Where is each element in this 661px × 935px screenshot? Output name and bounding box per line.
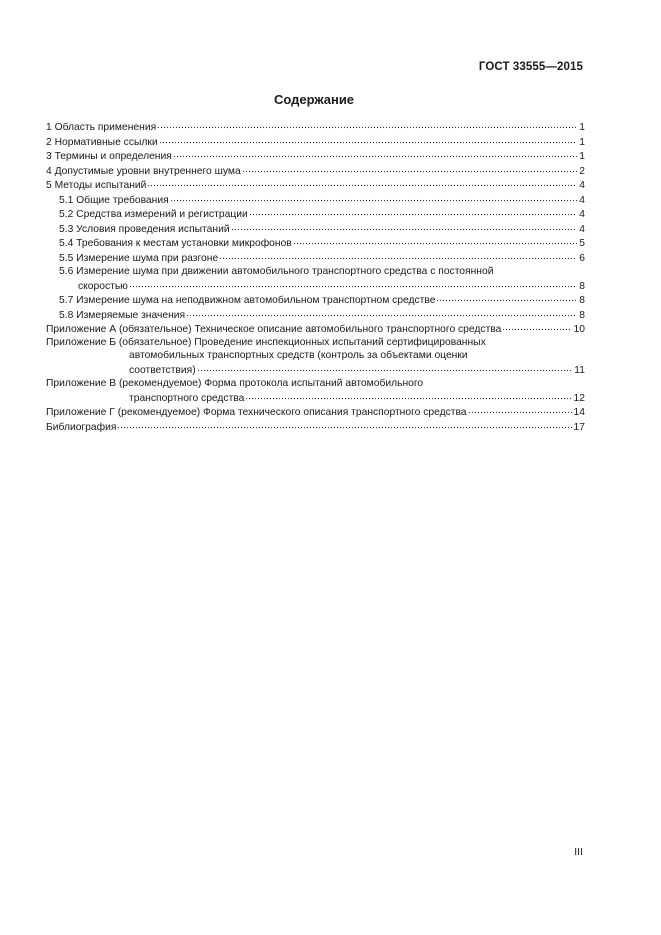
toc-entry-title: автомобильных транспортных средств (контроль за объектами оценки [129, 350, 468, 362]
dot-leader [242, 165, 578, 175]
toc-entry-page: 2 [579, 165, 585, 177]
standard-designation: ГОСТ 33555—2015 [478, 61, 583, 73]
dot-leader [197, 364, 573, 374]
dot-leader [231, 223, 578, 233]
toc-entry[interactable] [46, 207, 585, 222]
toc-entry-title: 2 Нормативные ссылки [46, 136, 158, 148]
toc-entry[interactable] [46, 164, 585, 179]
toc-entry[interactable] [46, 265, 585, 293]
toc-entry-title: 1 Область применения [46, 122, 157, 134]
toc-entry-title: 5.8 Измеряемые значения [59, 309, 186, 321]
toc-entry[interactable] [46, 307, 585, 322]
toc-entry-title: 5.6 Измерение шума при движении автомобильного транспортного средства с постоянной [59, 266, 494, 277]
dot-leader [468, 406, 572, 416]
dot-leader [157, 121, 577, 131]
toc-entry-title: 5.7 Измерение шума на неподвижном автомобильном транспортном средстве [59, 295, 436, 306]
toc-entry-page: 11 [574, 364, 585, 376]
dot-leader [502, 323, 571, 333]
toc-entry[interactable] [46, 120, 585, 135]
toc-entry-title: 3 Термины и определения [46, 151, 172, 163]
toc-entry-page: 1 [579, 122, 585, 134]
dot-leader [173, 150, 577, 160]
toc-entry[interactable] [46, 336, 585, 377]
toc-entry-page: 4 [579, 194, 585, 206]
toc-entry[interactable] [46, 193, 585, 208]
toc-entry[interactable] [46, 405, 585, 420]
toc-entry-title: 5.1 Общие требования [59, 194, 169, 206]
dot-leader [293, 237, 577, 247]
toc-entry[interactable] [46, 419, 585, 434]
dot-leader [186, 308, 577, 318]
table-of-contents [46, 120, 585, 434]
dot-leader [245, 391, 571, 401]
toc-entry-title: Приложение Г (рекомендуемое) Форма технического описания транспортного средства [46, 407, 467, 419]
toc-entry[interactable] [46, 293, 585, 308]
dot-leader [117, 420, 571, 430]
toc-entry-title: Приложение Б (обязательное) Проведение инспекционных испытаний сертифицированных [46, 337, 486, 349]
toc-entry[interactable] [46, 236, 585, 251]
toc-entry-title: транспортного средства [129, 392, 245, 404]
toc-entry-title: 5.2 Средства измерений и регистрации [59, 209, 248, 221]
dot-leader [170, 194, 578, 204]
toc-entry-page: 12 [573, 392, 585, 404]
toc-entry[interactable] [46, 322, 585, 337]
toc-entry-page: 4 [579, 223, 585, 235]
toc-entry-title: Библиография [46, 421, 117, 433]
dot-leader [147, 179, 577, 189]
toc-entry-page: 1 [579, 136, 585, 148]
toc-entry-title: Приложение В (рекомендуемое) Форма протокола испытаний автомобильного [46, 378, 424, 390]
toc-entry[interactable] [46, 135, 585, 150]
toc-entry-title: 5.5 Измерение шума при разгоне [59, 252, 219, 264]
page-number: III [574, 846, 583, 858]
toc-entry-title: 4 Допустимые уровни внутреннего шума [46, 165, 241, 177]
toc-entry-title: скоростью [78, 280, 128, 292]
toc-entry-page: 4 [579, 180, 585, 192]
toc-entry-page: 1 [579, 151, 585, 163]
toc-entry-page: 8 [579, 295, 585, 306]
dot-leader [249, 208, 578, 218]
toc-entry-page: 14 [573, 407, 585, 419]
toc-entry-page: 4 [579, 209, 585, 221]
toc-entry-title: 5 Методы испытаний [46, 180, 147, 192]
dot-leader [159, 136, 578, 146]
toc-entry[interactable] [46, 149, 585, 164]
dot-leader [436, 294, 577, 304]
toc-entry-title: соответствия) [129, 364, 196, 376]
toc-entry[interactable] [46, 178, 585, 193]
toc-entry-title: 5.3 Условия проведения испытаний [59, 223, 230, 235]
toc-entry-page: 5 [579, 238, 585, 250]
dot-leader [219, 252, 577, 262]
page-title: Содержание [273, 92, 355, 107]
toc-entry[interactable] [46, 377, 585, 405]
toc-entry[interactable] [46, 251, 585, 266]
toc-entry[interactable] [46, 222, 585, 237]
toc-entry-page: 8 [579, 309, 585, 321]
toc-entry-page: 10 [573, 324, 585, 335]
toc-entry-page: 8 [579, 280, 585, 292]
toc-entry-page: 6 [579, 252, 585, 264]
toc-entry-title: Приложение А (обязательное) Техническое описание автомобильного транспортного средства [46, 324, 502, 335]
toc-entry-page: 17 [573, 421, 585, 433]
toc-entry-title: 5.4 Требования к местам установки микрофонов [59, 238, 292, 250]
dot-leader [129, 279, 577, 289]
